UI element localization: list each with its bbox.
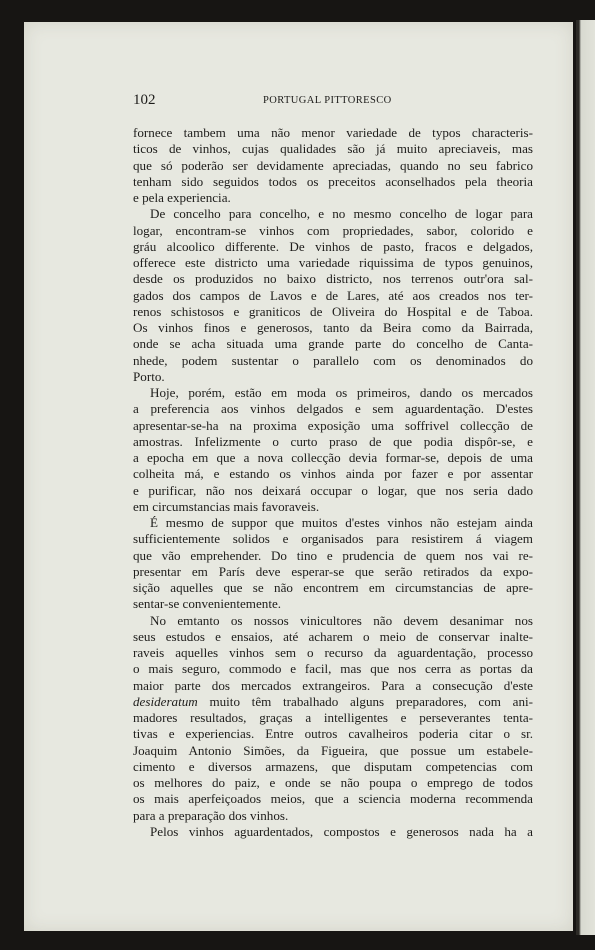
- text-line: No emtanto os nossos vinicultores não devem desanimar nos: [150, 612, 533, 628]
- text-line: em circumstancias mais favoraveis.: [133, 498, 320, 514]
- text-line: a preferencia aos vinhos delgados e sem aguardentação. D'estes: [133, 401, 533, 417]
- text-line: maior parte dos mercados extrangeiros. Para a consecução d'este: [133, 677, 533, 693]
- text-line: renos schistosos e graniticos de Oliveira do Hospital e de Taboa.: [133, 303, 533, 319]
- text-line: que vão emprehender. Do tino e prudencia de quem nos vai re-: [133, 547, 533, 563]
- text-line: presentar em París deve esperar-se que serão retirados da expo-: [133, 563, 533, 579]
- text-line: que só poderão ser devidamente apreciadas, quando no seu fabrico: [133, 157, 533, 173]
- text-line: nhede, podem sustentar o parallelo com os denominados do: [133, 352, 533, 368]
- text-line: e pela experiencia.: [133, 190, 231, 205]
- text-line: Joaquim Antonio Simões, da Figueira, que possue um estabele-: [133, 742, 533, 758]
- text-line: para a preparação dos vinhos.: [133, 807, 289, 823]
- text-line: seus estudos e ensaios, até acharem o meio de conservar inalte-: [133, 628, 533, 644]
- text-line: madores resultados, graças a intelligentes e perseverantes tenta-: [133, 710, 533, 725]
- text-line: É mesmo de suppor que muitos d'estes vinhos não estejam ainda: [150, 515, 533, 530]
- italic-term: desideratum: [133, 693, 198, 709]
- text-line: desde os produzidos no baixo districto, nos terrenos outr'ora sal-: [133, 271, 533, 287]
- running-head: [133, 92, 533, 114]
- text-line: os melhores do paiz, e onde se não poupa o emprego de todos: [133, 775, 533, 790]
- text-line: sição aquelles que se não encontrem em circumstancias de apre-: [133, 580, 533, 595]
- text-line-rest: muito têm trabalhado alguns preparadores, com ani-: [209, 693, 533, 709]
- text-line: gráu alcoolico differente. De vinhos de pasto, fracos e delgados,: [133, 238, 533, 254]
- text-line-with-italic: [133, 694, 533, 710]
- text-line: o mais seguro, commodo e facil, mas que nos cerra as portas da: [133, 661, 533, 677]
- text-line: sufficientemente solidos e organisados para resistirem á viagem: [133, 531, 533, 547]
- body-text: [133, 125, 533, 840]
- text-line: amostras. Infelizmente o curto praso de que podia dispôr-se, e: [133, 433, 533, 449]
- next-page-edge: [576, 20, 595, 935]
- text-line: fornece tambem uma não menor variedade de typos characteris-: [133, 125, 533, 140]
- text-line: raveis aquelles vinhos sem o recurso da aguardentação, processo: [133, 645, 533, 660]
- text-line: Hoje, porém, estão em moda os primeiros, dando os mercados: [150, 385, 533, 400]
- text-line: Os vinhos finos e generosos, tanto da Beira como da Bairrada,: [133, 320, 533, 335]
- text-line: colheita má, e estando os vinhos ainda por fazer e por assentar: [133, 466, 533, 482]
- running-title: PORTUGAL PITTORESCO: [263, 95, 392, 106]
- text-line: tenham sido seguidos todos os preceitos aconselhados pela theoria: [133, 173, 533, 189]
- text-line: onde se acha situada uma grande parte do concelho de Canta-: [133, 336, 533, 352]
- text-line: a epocha em que a nova collecção devia formar-se, depois de uma: [133, 450, 533, 465]
- page-number: 102: [133, 92, 156, 108]
- text-line: logar, encontram-se vinhos com propriedades, sabor, colorido e: [133, 222, 533, 238]
- text-line: De concelho para concelho, e no mesmo concelho de logar para: [150, 206, 533, 222]
- text-line: apresentar-se-ha na proxima exposição uma soffrivel collecção de: [133, 417, 533, 433]
- text-line: Pelos vinhos aguardentados, compostos e generosos nada ha a: [150, 823, 533, 839]
- text-line: e purificar, não nos deixará occupar o logar, que nos seria dado: [133, 482, 533, 498]
- text-line: cimento e diversos armazens, que disputam competencias com: [133, 758, 533, 774]
- text-line: os mais aperfeiçoados meios, que a sciencia moderna recommenda: [133, 791, 533, 807]
- text-line: gados dos campos de Lavos e de Lares, até aos creados nos ter-: [133, 287, 533, 303]
- text-line: sentar-se convenientemente.: [133, 596, 282, 612]
- text-line: Porto.: [133, 368, 165, 384]
- text-line: offerece este districto uma variedade riquissima de typos genuinos,: [133, 255, 533, 270]
- text-line: tivas e experiencias. Entre outros cavalheiros poderia citar o sr.: [133, 726, 533, 742]
- text-line: ticos de vinhos, cujas qualidades são já muito apreciaveis, mas: [133, 141, 533, 157]
